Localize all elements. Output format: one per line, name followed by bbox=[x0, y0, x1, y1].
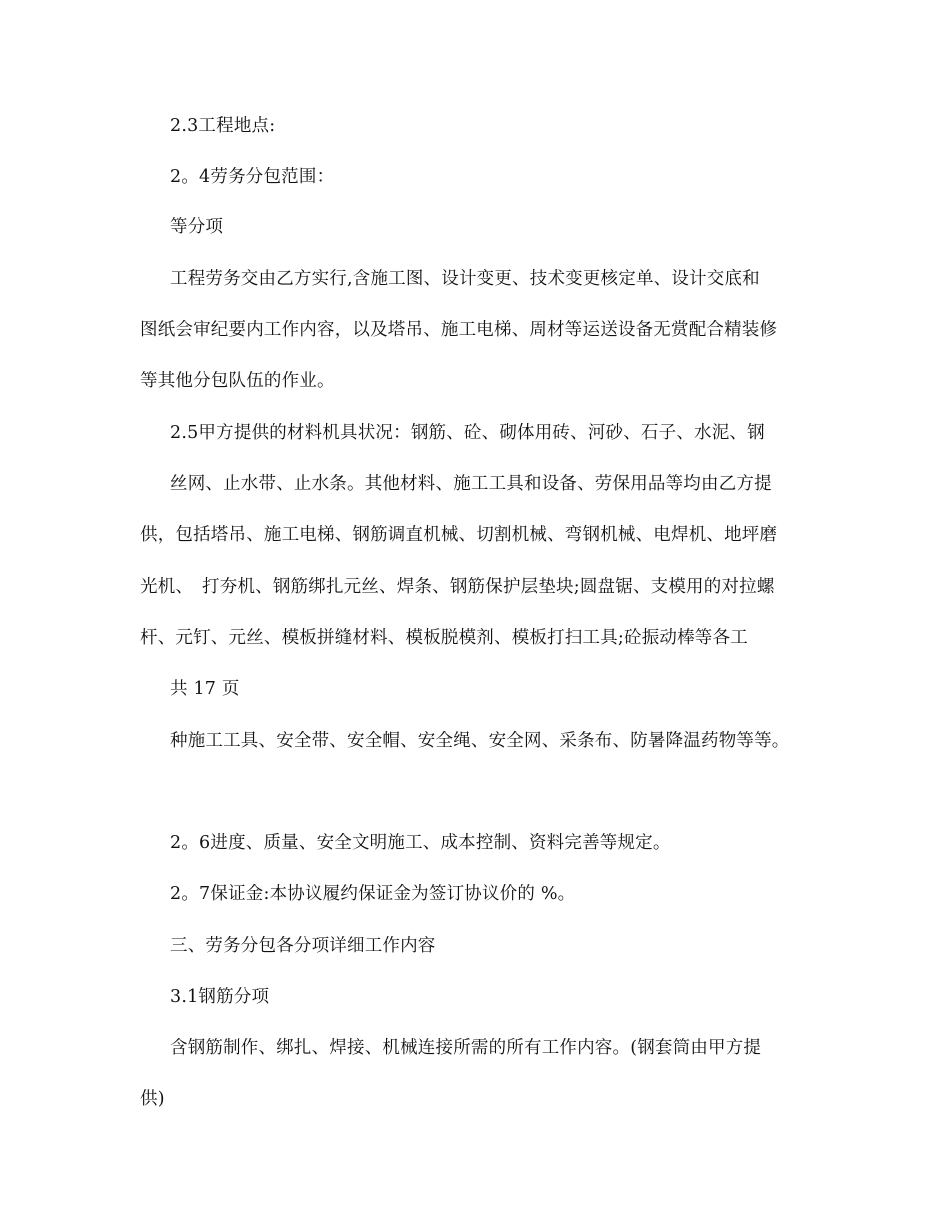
section-2-4-scope: 2。4劳务分包范围： bbox=[170, 167, 335, 187]
paragraph-line: 供，包括塔吊、施工电梯、钢筋调直机械、切割机械、弯钢机械、电焊机、地坪磨 bbox=[140, 525, 778, 545]
paragraph-line: 供) bbox=[140, 1089, 165, 1109]
section-2-7-deposit: 2。7保证金:本协议履约保证金为签订协议价的 %。 bbox=[170, 884, 576, 904]
section-2-5-materials: 2.5甲方提供的材料机具状况：钢筋、砼、砌体用砖、河砂、石子、水泥、钢 bbox=[170, 423, 765, 443]
paragraph-line: 杆、元钉、元丝、模板拼缝材料、模板脱模剂、模板打扫工具;砼振动棒等各工 bbox=[140, 628, 748, 648]
paragraph-line: 含钢筋制作、绑扎、焊接、机械连接所需的所有工作内容。(钢套筒由甲方提 bbox=[170, 1038, 762, 1058]
paragraph-line: 光机、 打夯机、钢筋绑扎元丝、焊条、钢筋保护层垫块;圆盘锯、支模用的对拉螺 bbox=[140, 577, 775, 597]
section-2-3-location: 2.3工程地点: bbox=[170, 116, 276, 136]
page-count: 共 17 页 bbox=[170, 679, 240, 699]
paragraph-line: 等分项 bbox=[170, 217, 224, 237]
section-3-1-heading: 3.1钢筋分项 bbox=[170, 987, 270, 1007]
section-3-heading: 三、劳务分包各分项详细工作内容 bbox=[170, 936, 436, 956]
paragraph-line: 图纸会审纪要内工作内容，以及塔吊、施工电梯、周材等运送设备无赏配合精装修 bbox=[140, 320, 778, 340]
paragraph-line: 工程劳务交由乙方实行,含施工图、设计变更、技术变更核定单、设计交底和 bbox=[170, 269, 760, 289]
paragraph-line: 种施工工具、安全带、安全帽、安全绳、安全网、采条布、防暑降温药物等等。 bbox=[170, 731, 790, 751]
paragraph-line: 等其他分包队伍的作业。 bbox=[140, 371, 335, 391]
paragraph-line: 丝网、止水带、止水条。其他材料、施工工具和设备、劳保用品等均由乙方提 bbox=[170, 474, 772, 494]
section-2-6-requirements: 2。6进度、质量、安全文明施工、成本控制、资料完善等规定。 bbox=[170, 833, 671, 853]
